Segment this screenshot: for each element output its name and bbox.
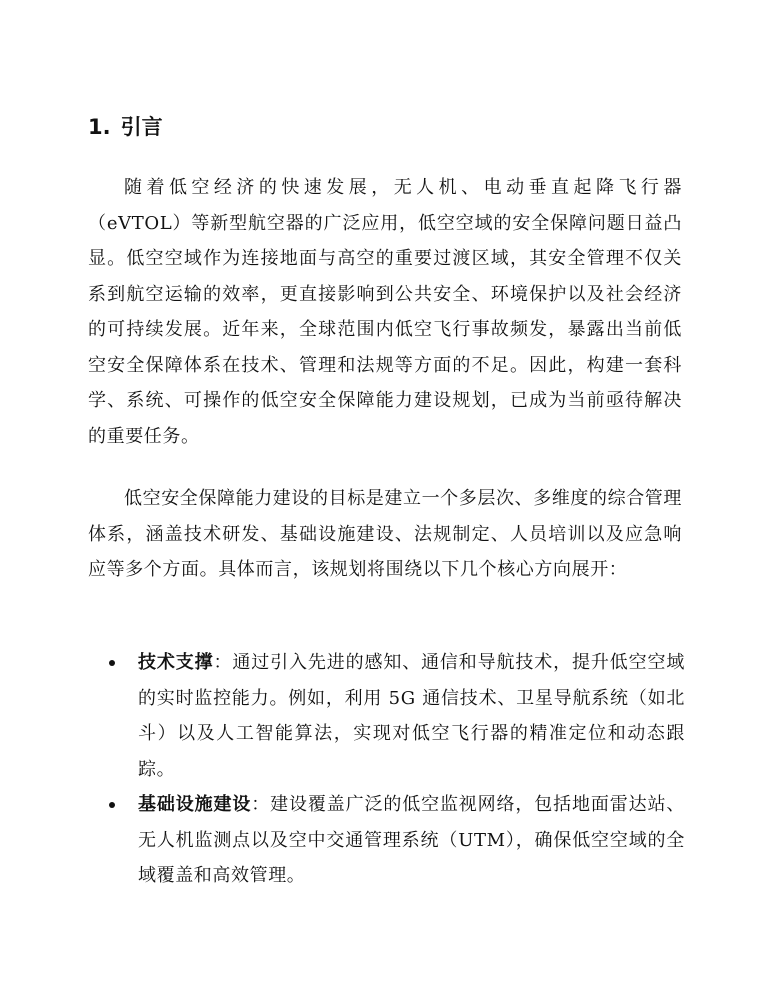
section-number: 1. [88, 115, 111, 139]
bullet-term: 基础设施建设 [138, 794, 252, 815]
bullet-term: 技术支撑 [138, 652, 214, 673]
bullet-item-tech-support [105, 645, 685, 787]
bullet-dot-icon [109, 802, 115, 808]
intro-paragraph-2: 低空安全保障能力建设的目标是建立一个多层次、多维度的综合管理体系，涵盖技术研发、基础设施建设、法规制定、人员培训以及应急响应等多个方面。具体而言，该规划将围绕以下几个核心方向展开： [88, 488, 682, 580]
bullet-list [105, 645, 685, 894]
bullet-text: ：通过引入先进的感知、通信和导航技术，提升低空空域的实时监控能力。例如，利用 5G 通信技术、卫星导航系统（如北斗）以及人工智能算法，实现对低空飞行器的精准定位和动态跟踪。 [138, 652, 685, 780]
bullet-dot-icon [109, 660, 115, 666]
section-title: 引言 [120, 115, 163, 139]
bullet-text: ：建设覆盖广泛的低空监视网络，包括地面雷达站、无人机监测点以及空中交通管理系统（UTM），确保低空空域的全域覆盖和高效管理。 [138, 794, 685, 886]
intro-paragraph-1: 随着低空经济的快速发展，无人机、电动垂直起降飞行器（eVTOL）等新型航空器的广泛应用，低空空域的安全保障问题日益凸显。低空空域作为连接地面与高空的重要过渡区域，其安全管理不仅关系到航空运输的效率，更直接影响到公共安全、环境保护以及社会经济的可持续发展。近年来，全球范围内低空飞行事故频发，暴露出当前低空安全保障体系在技术、管理和法规等方面的不足。因此，构建一套科学、系统、可操作的低空安全保障能力建设规划，已成为当前亟待解决的重要任务。 [88, 177, 682, 447]
bullet-item-infrastructure [105, 787, 685, 894]
section-heading [88, 112, 163, 142]
